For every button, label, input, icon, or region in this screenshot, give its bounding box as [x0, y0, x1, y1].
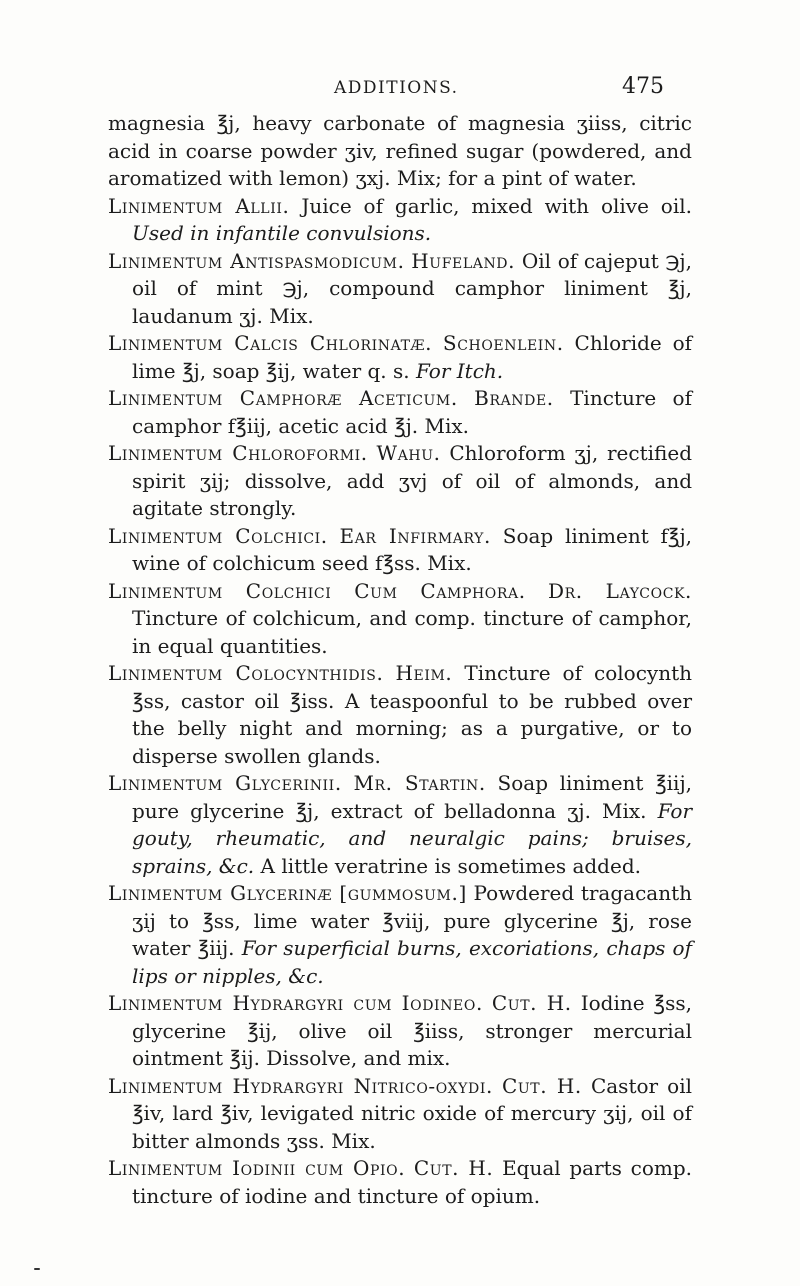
entry-headword: Linimentum Hydrargyri cum Iodineo.	[108, 991, 483, 1015]
entry-text: Tincture of camphor f℥iij, acetic acid ℥j. Mix.	[132, 386, 693, 438]
entry-text: Chloroform ʒj, rectified spirit ʒij; dissolve, add ʒvj of oil of almonds, and agitate strongly.	[132, 441, 693, 520]
entry-italic-note: Used in infantile convulsions.	[132, 221, 432, 245]
entry-text: Castor oil ℥iv, lard ℥iv, levigated nitric oxide of mercury ʒij, oil of bitter almonds ʒss. Mix.	[132, 1073, 692, 1153]
entry-headword: Linimentum Chloroformi.	[108, 441, 368, 465]
entry-source: Mr. Startin.	[353, 771, 486, 795]
entry-headword: Linimentum Colchici.	[108, 523, 328, 548]
entry-liniment-colchici-cum-camphora	[108, 578, 692, 661]
entry-source: Cut. H.	[491, 991, 572, 1015]
entry-italic-note: For gouty, rheumatic, and neuralgic pains; bruises, sprains, &c.	[132, 798, 693, 878]
entry-text: Equal parts comp. tincture of iodine and tincture of opium.	[132, 1156, 692, 1208]
entry-text: Powdered tragacanth ʒij to ℥ss, lime water ℥viij, pure glycerine ℥j, rose water ℥iij.	[132, 881, 692, 960]
print-mark	[34, 1268, 40, 1270]
entry-source: Heim.	[395, 661, 453, 685]
entry-headword: Linimentum Camphoræ Aceticum.	[108, 386, 458, 410]
entry-text: Juice of garlic, mixed with olive oil.	[301, 193, 692, 218]
entry-liniment-glycerinae	[108, 880, 692, 990]
entry-source: Cut. H.	[413, 1156, 494, 1180]
entry-italic-note: For superficial burns, excoriations, chaps of lips or nipples, &c.	[132, 936, 692, 988]
entry-source: Dr. Laycock.	[548, 578, 693, 603]
entry-liniment-hydrargyri-cum-iodineo	[108, 990, 692, 1073]
entry-headword: Linimentum Antispasmodicum.	[108, 248, 405, 273]
entry-liniment-camphorae-aceticum	[108, 385, 692, 440]
entry-liniment-glycerinii	[108, 770, 692, 880]
page-header	[0, 74, 800, 108]
entry-tail: A little veratrine is sometimes added.	[260, 853, 641, 878]
running-head: ADDITIONS.	[334, 78, 459, 98]
entry-headword: Linimentum Colocynthidis.	[108, 661, 384, 685]
entry-source: Wahu.	[376, 441, 441, 465]
entry-text: Tincture of colocynth ℥ss, castor oil ℥iss. A teaspoonful to be rubbed over the belly night and morning; as a purgative, or to disperse swollen glands.	[132, 661, 692, 768]
entry-source: Cut. H.	[502, 1073, 582, 1098]
entry-italic-note: For Itch.	[416, 358, 504, 383]
entry-liniment-iodinii-cum-opio	[108, 1155, 692, 1210]
entry-text: Iodine ℥ss, glycerine ℥ij, olive oil ℥iiss, stronger mercurial ointment ℥ij. Dissolve, and mix.	[132, 991, 692, 1070]
entry-headword: Linimentum Iodinii cum Opio.	[108, 1156, 406, 1180]
entry-liniment-calcis-chlorinatae	[108, 330, 692, 385]
entry-text: Tincture of colchicum, and comp. tincture of camphor, in equal quantities.	[132, 606, 692, 658]
entry-text: Soap liniment ℥iij, pure glycerine ℥j, extract of belladonna ʒj. Mix.	[132, 771, 693, 823]
entry-source: Schoenlein.	[442, 331, 564, 355]
entry-liniment-colchici	[108, 523, 692, 578]
entry-source: Brande.	[474, 386, 554, 410]
entry-text: Soap liniment f℥j, wine of colchicum seed f℥ss. Mix.	[132, 523, 693, 575]
entry-headword: Linimentum Hydrargyri Nitrico-oxydi.	[108, 1073, 493, 1098]
entry-headword: Linimentum Allii.	[108, 193, 290, 218]
page-number: 475	[622, 74, 664, 99]
entry-source: Ear Infirmary.	[339, 523, 491, 548]
entry-headword: Linimentum Colchici Cum Camphora.	[108, 578, 526, 603]
page-body	[108, 110, 692, 1210]
entry-liniment-colocynthidis	[108, 660, 692, 770]
entry-liniment-hydrargyri-nitrico-oxydi	[108, 1073, 692, 1156]
entry-liniment-chloroformi	[108, 440, 692, 523]
entry-text: Oil of cajeput ℈j, oil of mint ℈j, compound camphor liniment ℥j, laudanum ʒj. Mix.	[132, 248, 692, 328]
continuation-paragraph: magnesia ℥j, heavy carbonate of magnesia ʒiiss, citric acid in coarse powder ʒiv, refined sugar (powdered, and aromatized with lemon) ʒxj. Mix; for a pint of water.	[108, 111, 692, 190]
entry-liniment-allii	[108, 193, 692, 248]
entry-liniment-antispasmodicum	[108, 248, 692, 331]
entry-source: Hufeland.	[411, 248, 516, 273]
entry-headword: Linimentum Glycerinæ [gummosum.]	[108, 881, 467, 905]
entry-headword: Linimentum Glycerinii.	[108, 771, 342, 795]
entry-text: Chloride of lime ℥j, soap ℥ij, water q. s.	[132, 331, 693, 383]
entry-headword: Linimentum Calcis Chlorinatæ.	[108, 331, 433, 355]
